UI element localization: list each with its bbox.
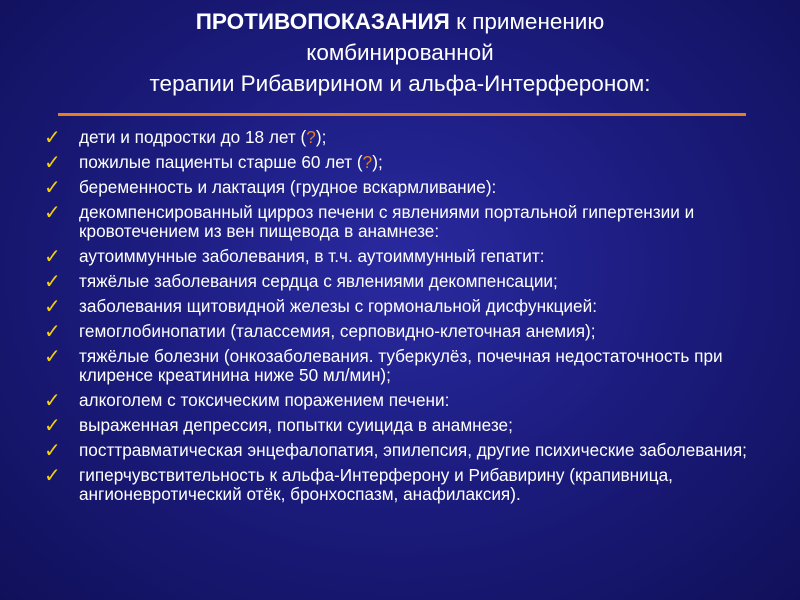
list-item-text: алкоголем с токсическим поражением печени: xyxy=(79,390,450,410)
title-line-1-rest: к применению xyxy=(449,9,605,34)
checkmark-icon: ✓ xyxy=(44,200,61,224)
checkmark-icon: ✓ xyxy=(44,463,61,487)
checkmark-icon: ✓ xyxy=(44,150,61,174)
list-item xyxy=(44,319,764,343)
title-line-2: комбинированной xyxy=(306,40,494,65)
title-divider xyxy=(58,113,746,116)
list-item-text: пожилые пациенты старше 60 лет (?); xyxy=(79,152,383,172)
checkmark-icon: ✓ xyxy=(44,294,61,318)
title-line-1 xyxy=(40,6,760,37)
list-item xyxy=(44,269,764,293)
list-item xyxy=(44,150,764,174)
list-item-text: беременность и лактация (грудное вскармливание): xyxy=(79,177,497,197)
list-item xyxy=(44,438,764,462)
list-item xyxy=(44,125,764,149)
checkmark-icon: ✓ xyxy=(44,413,61,437)
list-item-text: декомпенсированный цирроз печени с явлениями портальной гипертензии и кровотечением из вен пищевода в анамнезе: xyxy=(79,202,695,241)
checkmark-icon: ✓ xyxy=(44,269,61,293)
checkmark-icon: ✓ xyxy=(44,125,61,149)
question-mark: ? xyxy=(362,152,373,172)
checkmark-icon: ✓ xyxy=(44,344,61,368)
list-item xyxy=(44,463,764,504)
list-item-text: гиперчувствительность к альфа-Интерферону и Рибавирину (крапивница, ангионевротический отёк, бронхоспазм, анафилаксия). xyxy=(79,465,673,504)
list-item xyxy=(44,175,764,199)
checkmark-icon: ✓ xyxy=(44,175,61,199)
title-line-3: терапии Рибавирином и альфа-Интерфероном: xyxy=(149,71,651,96)
list-item xyxy=(44,413,764,437)
list-item xyxy=(44,294,764,318)
list-item-text: дети и подростки до 18 лет (?); xyxy=(79,127,327,147)
checkmark-icon: ✓ xyxy=(44,244,61,268)
list-item xyxy=(44,388,764,412)
slide-title xyxy=(40,6,760,99)
list-item-text: выраженная депрессия, попытки суицида в анамнезе; xyxy=(79,415,513,435)
list-item-text: гемоглобинопатии (талассемия, серповидно-клеточная анемия); xyxy=(79,321,596,341)
checkmark-icon: ✓ xyxy=(44,388,61,412)
checkmark-icon: ✓ xyxy=(44,438,61,462)
list-item xyxy=(44,200,764,241)
list-item xyxy=(44,344,764,385)
list-item-text: посттравматическая энцефалопатия, эпилепсия, другие психические заболевания; xyxy=(79,440,747,460)
list-item-text: заболевания щитовидной железы с гормональной дисфункцией: xyxy=(79,296,597,316)
list-item-text: аутоиммунные заболевания, в т.ч. аутоиммунный гепатит: xyxy=(79,246,545,266)
list-item xyxy=(44,244,764,268)
list-item-text: тяжёлые болезни (онкозаболевания. туберкулёз, почечная недостаточность при клиренсе креатинина ниже 50 мл/мин); xyxy=(79,346,723,385)
checkmark-icon: ✓ xyxy=(44,319,61,343)
list-item-text: тяжёлые заболевания сердца с явлениями декомпенсации; xyxy=(79,271,558,291)
title-bold: ПРОТИВОПОКАЗАНИЯ xyxy=(195,9,450,34)
contraindications-list xyxy=(44,125,764,510)
question-mark: ? xyxy=(306,127,316,147)
